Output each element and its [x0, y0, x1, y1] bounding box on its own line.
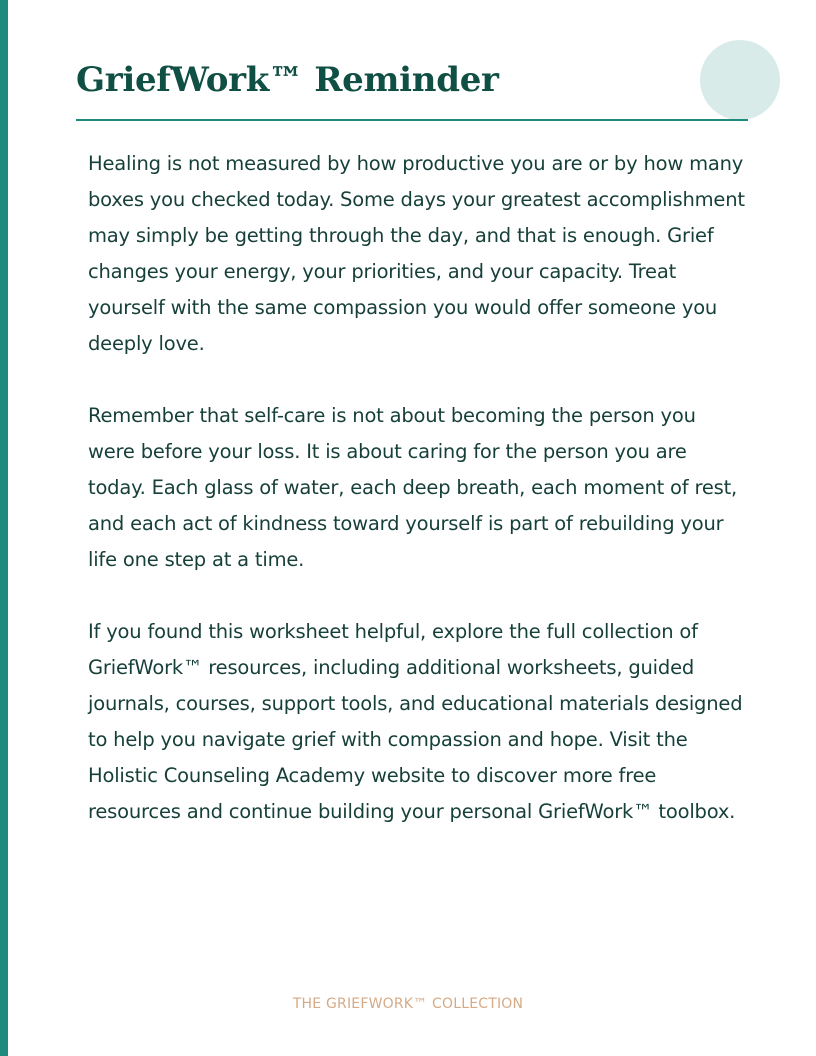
paragraph-self-care: Remember that self-care is not about becoming the person you were before your loss. It is about caring for the person you are today. Each glass of water, each deep breath, each moment of rest, and each act of kindness toward yourself is part of rebuilding your life one step at a time. — [88, 404, 738, 571]
footer-collection-label: THE GRIEFWORK™ COLLECTION — [292, 996, 524, 1012]
paragraph-healing: Healing is not measured by how productive you are or by how many boxes you checked today. Some days your greatest accomplishment may simply be getting through the day, and that is enough. Grief changes your energy, your priorities, and your capacity. Treat yourself with the same compassion you would offer someone you deeply love. — [88, 152, 745, 355]
body-text — [88, 146, 748, 866]
title-divider — [76, 119, 748, 121]
decorative-circle — [700, 40, 780, 120]
paragraph-resources: If you found this worksheet helpful, explore the full collection of GriefWork™ resources, including additional worksheets, guided journals, courses, support tools, and educational materials designed to help you navigate grief with compassion and hope. Visit the Holistic Counseling Academy website to discover more free resources and continue building your personal GriefWork™ toolbox. — [88, 620, 743, 823]
left-accent-bar — [0, 0, 8, 1056]
page-title: GriefWork™ Reminder — [76, 60, 499, 100]
